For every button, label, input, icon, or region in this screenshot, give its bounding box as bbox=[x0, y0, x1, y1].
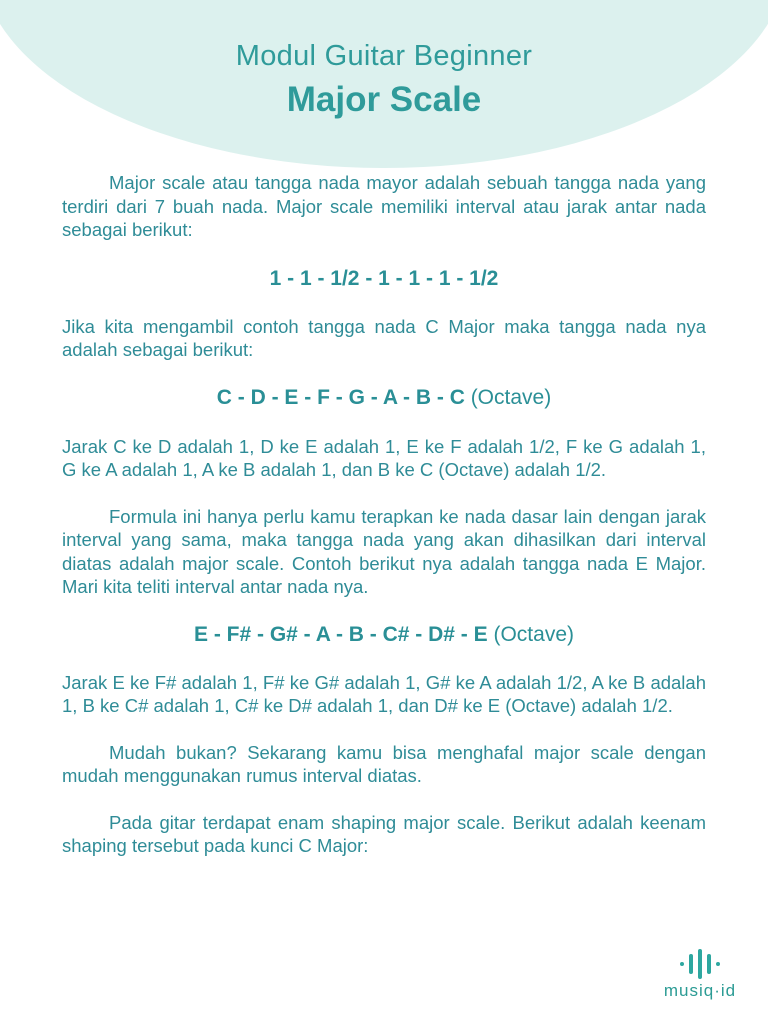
page-title: Major Scale bbox=[286, 80, 482, 119]
e-major-interval-paragraph: Jarak E ke F# adalah 1, F# ke G# adalah 1, G# ke A adalah 1/2, A ke B adalah 1, B ke C# adalah 1, C# ke D# adalah 1, dan D# ke E (Octave) adalah 1/2. bbox=[62, 671, 706, 716]
summary-paragraph: Mudah bukan? Sekarang kamu bisa menghafal major scale dengan mudah menggunakan rumus interval diatas. bbox=[62, 741, 706, 786]
spacer bbox=[62, 599, 706, 622]
c-major-notes: C - D - E - F - G - A - B - C bbox=[216, 385, 465, 409]
spacer bbox=[62, 411, 706, 435]
c-major-scale-line bbox=[62, 385, 706, 411]
c-major-octave-note: (Octave) bbox=[464, 385, 552, 409]
spacer bbox=[62, 292, 706, 315]
main-content bbox=[62, 171, 706, 858]
spacer bbox=[62, 482, 706, 505]
musiq-logo bbox=[656, 946, 744, 1006]
soundwave-logo-icon bbox=[656, 946, 744, 982]
spacer bbox=[62, 648, 706, 671]
module-subtitle: Modul Guitar Beginner bbox=[235, 40, 533, 72]
logo-dot bbox=[716, 962, 720, 966]
logo-text: musiq·id bbox=[663, 981, 737, 1000]
spacer bbox=[62, 242, 706, 266]
spacer bbox=[62, 718, 706, 741]
logo-dot bbox=[680, 962, 684, 966]
e-major-octave-note: (Octave) bbox=[487, 622, 574, 646]
e-major-notes: E - F# - G# - A - B - C# - D# - E bbox=[194, 622, 488, 646]
logo-bar bbox=[698, 949, 702, 979]
c-major-interval-paragraph: Jarak C ke D adalah 1, D ke E adalah 1, E ke F adalah 1/2, F ke G adalah 1, G ke A adalah 1, A ke B adalah 1, dan B ke C (Octave) adalah 1/2. bbox=[62, 435, 706, 480]
logo-bar bbox=[707, 954, 711, 974]
interval-formula: 1 - 1 - 1/2 - 1 - 1 - 1 - 1/2 bbox=[269, 266, 499, 290]
spacer bbox=[62, 788, 706, 811]
shaping-intro-paragraph: Pada gitar terdapat enam shaping major scale. Berikut adalah keenam shaping tersebut pada kunci C Major: bbox=[62, 811, 706, 856]
e-major-scale-line bbox=[62, 622, 706, 648]
intro-paragraph: Major scale atau tangga nada mayor adalah sebuah tangga nada yang terdiri dari 7 buah nada. Major scale memiliki interval atau jarak antar nada sebagai berikut: bbox=[62, 172, 706, 240]
spacer bbox=[62, 362, 706, 385]
formula-explanation-paragraph: Formula ini hanya perlu kamu terapkan ke nada dasar lain dengan jarak interval yang sama, maka tangga nada yang akan dihasilkan dari interval diatas adalah major scale. Contoh berikut nya adalah tangga nada E Major. Mari kita teliti interval antar nada nya. bbox=[62, 505, 706, 597]
logo-bar bbox=[689, 954, 693, 974]
c-major-intro-paragraph: Jika kita mengambil contoh tangga nada C Major maka tangga nada nya adalah sebagai berikut: bbox=[62, 315, 706, 360]
